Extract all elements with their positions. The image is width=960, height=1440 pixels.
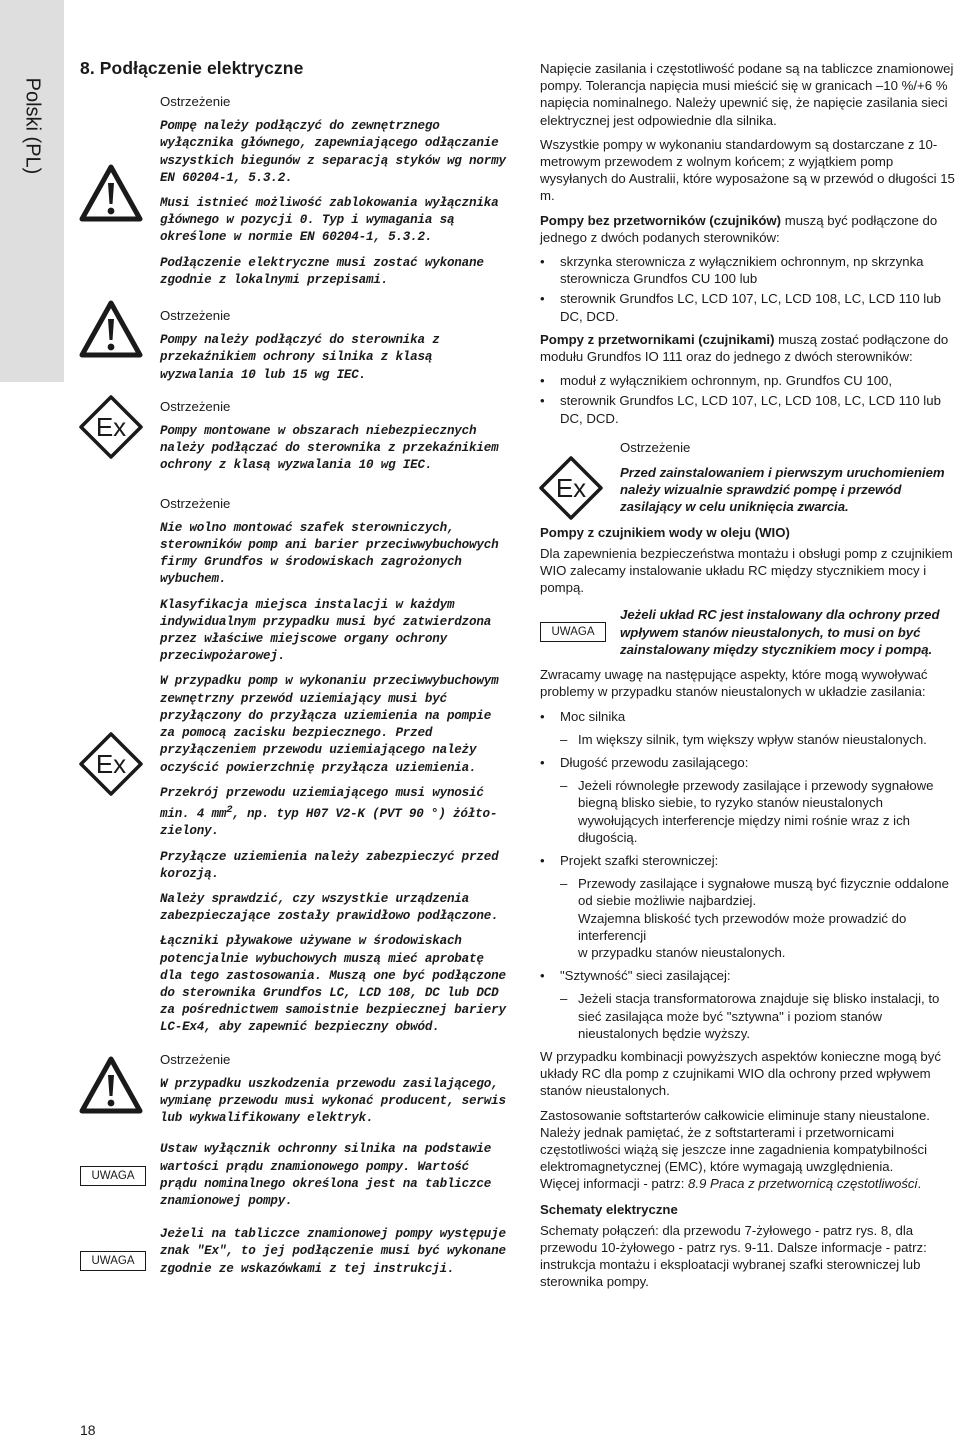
dash-item-continued: w przypadku stanów nieustalonych. <box>578 944 786 960</box>
svg-text:Ex: Ex <box>95 411 127 442</box>
uwaga-badge: UWAGA <box>540 622 606 642</box>
svg-text:Ex: Ex <box>95 748 127 779</box>
warning-block-5 <box>80 1051 510 1128</box>
warning-heading: Ostrzeżenie <box>160 94 231 109</box>
list-item: • sterownik Grundfos LC, LCD 107, LC, LCD 108, LC, LCD 110 lub DC, DCD. <box>540 392 960 426</box>
page-number: 18 <box>80 1422 96 1438</box>
warning-text: W przypadku pomp w wykonaniu przeciwwybuchowym zewnętrzny przewód uziemiający musi być przyłączony do przyłącza uziemienia na pompie za pomocą zacisku bezpiecznego. Przed przyłączeniem przewodu uziemiającego należy oczyścić powierzchnię przyłącza uziemienia. <box>160 674 499 775</box>
warning-block-3 <box>80 398 510 475</box>
uwaga-badge: UWAGA <box>80 1251 146 1271</box>
warning-heading: Ostrzeżenie <box>160 308 231 324</box>
subheading-wio: Pompy z czujnikiem wody w oleju (WIO) <box>540 524 790 540</box>
left-column <box>80 58 510 1286</box>
right-column <box>540 60 960 1298</box>
section-title: 8. Podłączenie elektryczne <box>80 58 304 78</box>
warning-triangle-icon <box>78 1055 144 1115</box>
warning-triangle-icon <box>78 299 144 359</box>
warning-heading: Ostrzeżenie <box>160 1051 231 1067</box>
paragraph: Wszystkie pompy w wykonaniu standardowym są dostarczane z 10-metrowym przewodem z wolnym końcem; z wyjątkiem pomp wysyłanych do Australii, które wyposażone są w przewód o długości 15 m. <box>540 136 955 204</box>
warning-triangle-icon <box>78 163 144 223</box>
ex-icon <box>538 455 604 521</box>
list-item: • Projekt szafki sterowniczej: <box>540 852 960 869</box>
warning-text: Przekrój przewodu uziemiającego musi wynosić min. 4 $mm^2$, np. typ H07 V2-K (PVT 90 °) żółto-zielony. <box>160 785 498 839</box>
warning-text: Pompy należy podłączyć do sterownika z przekaźnikiem ochrony silnika z klasą wyzwalania 10 lub 15 wg IEC. <box>160 333 440 382</box>
warning-text: Przed zainstalowaniem i pierwszym uruchomieniem należy wizualnie sprawdzić pompę i przewód zasilający w celu uniknięcia zwarcia. <box>620 465 945 515</box>
cross-reference-link[interactable]: 8.9 Praca z przetwornicą częstotliwości <box>688 1176 918 1192</box>
ex-icon <box>78 731 144 797</box>
warning-heading: Ostrzeżenie <box>620 439 691 455</box>
uwaga-badge: UWAGA <box>80 1166 146 1186</box>
svg-text:Ex: Ex <box>555 472 587 503</box>
warning-text: Należy sprawdzić, czy wszystkie urządzenia zabezpieczające zostały prawidłowo podłączone. <box>160 891 499 924</box>
list-item: • skrzynka sterownicza z wyłącznikiem ochronnym, np skrzynka sterownicza Grundfos CU 100 lub <box>540 253 960 287</box>
notice-text: Jeżeli na tabliczce znamionowej pompy występuje znak "Ex", to jej podłączenie musi być wykonane zgodnie ze wskazówkami z tej instrukcji. <box>160 1227 506 1276</box>
bullet-list <box>540 754 960 771</box>
language-tab-label: Polski (PL) <box>21 77 44 175</box>
paragraph: Zastosowanie softstarterów całkowicie eliminuje stany nieustalone. Należy jednak pamiętać, że z softstarterami i przetwornicami częstotliwości wiążą się jeszcze inne zagadnienia kompatybilności elektromagnetycznej (EMC), które wymagają uwzględnienia. <box>540 1107 930 1175</box>
dash-item-continued: Wzajemna bliskość tych przewodów może prowadzić do interferencji <box>578 910 907 943</box>
warning-block-1 <box>80 93 510 289</box>
warning-text: Nie wolno montować szafek sterowniczych, sterowników pomp ani barier przeciwwybuchowych firmy Grundfos w środowiskach zagrożonych wybuchem. <box>160 520 499 587</box>
subheading-schematics: Schematy elektryczne <box>540 1201 678 1217</box>
warning-heading: Ostrzeżenie <box>160 495 231 511</box>
warning-text: Musi istnieć możliwość zablokowania wyłącznika głównego w pozycji 0. Typ i wymagania są określone w normie EN 60204-1, 5.3.2. <box>160 196 499 245</box>
warning-text: Pompę należy podłączyć do zewnętrznego wyłącznika głównego, zapewniającego odłączanie wszystkich biegunów z separacją styków wg normy EN 60204-1, 5.3.2. <box>160 119 506 185</box>
list-item: • sterownik Grundfos LC, LCD 107, LC, LCD 108, LC, LCD 110 lub DC, DCD. <box>540 290 960 324</box>
warning-text: Łączniki pływakowe używane w środowiskach potencjalnie wybuchowych muszą mieć aprobatę dla tego zastosowania. Muszą one być podłączone do sterownika Grundfos LC, LCD 108, DC lub DCD za pośrednictwem samoistnie bezpiecznej bariery LC-Ex4, aby zapewnić bezpieczny obwód. <box>160 934 506 1035</box>
bullet-list <box>540 253 960 325</box>
ex-icon <box>78 394 144 460</box>
bullet-list <box>540 852 960 869</box>
paragraph: Pompy z przetwornikami (czujnikami) muszą zostać podłączone do modułu Grundfos IO 111 oraz do jednego z dwóch sterowników: <box>540 331 949 365</box>
warning-text: W przypadku uszkodzenia przewodu zasilającego, wymianę przewodu musi wykonać producent, serwis lub wykwalifikowany elektryk. <box>160 1076 506 1126</box>
list-item: • Długość przewodu zasilającego: <box>540 754 960 771</box>
notice-text: Ustaw wyłącznik ochronny silnika na podstawie wartości prądu znamionowego pompy. Wartość prądu nominalnego określona jest na tabliczce znamionowej pompy. <box>160 1142 492 1208</box>
warning-text: Przyłącze uziemienia należy zabezpieczyć przed korozją. <box>160 849 499 881</box>
warning-block-4 <box>80 495 510 1037</box>
bullet-list <box>540 708 960 725</box>
list-item: • "Sztywność" sieci zasilającej: <box>540 967 960 984</box>
warning-text: Pompy montowane w obszarach niebezpiecznych należy podłączać do sterownika z przekaźnikiem ochrony z klasą wyzwalania 10 wg IEC. <box>160 424 499 473</box>
dash-item: – Im większy silnik, tym większy wpływ stanów nieustalonych. <box>560 731 927 747</box>
paragraph: Pompy bez przetworników (czujników) muszą być podłączone do jednego z dwóch podanych sterowników: <box>540 212 938 245</box>
warning-heading: Ostrzeżenie <box>160 398 231 414</box>
paragraph: Dla zapewnienia bezpieczeństwa montażu i obsługi pomp z czujnikiem WIO zalecamy instalowanie układu RC między stycznikiem mocy i pompą. <box>540 545 953 596</box>
paragraph: Zwracamy uwagę na następujące aspekty, które mogą wywoływać problemy w przypadku stanów nieustalonych w układzie zasilania: <box>540 667 928 700</box>
paragraph: W przypadku kombinacji powyższych aspektów konieczne mogą być układy RC dla pomp z czujnikami WIO dla ochrony przed wpływem stanów nieustalonych. <box>540 1048 941 1099</box>
list-item: • Moc silnika <box>540 708 960 725</box>
paragraph: Schematy połączeń: dla przewodu 7-żyłowego - patrz rys. 8, dla przewodu 10-żyłowego - patrz rys. 9-11. Dalsze informacje - patrz: instrukcja montażu i eksploatacji wybranej szafki sterowniczej lub sterownika pompy. <box>540 1222 927 1290</box>
warning-block-2 <box>80 307 510 384</box>
warning-text: Podłączenie elektryczne musi zostać wykonane zgodnie z lokalnymi przepisami. <box>160 255 484 287</box>
warning-text: Klasyfikacja miejsca instalacji w każdym indywidualnym przypadku musi być zatwierdzona przez właściwe miejscowe organy ochrony przeciwpożarowej. <box>160 597 492 664</box>
warning-block-6 <box>540 439 960 516</box>
notice-text: Jeżeli układ RC jest instalowany dla ochrony przed wpływem stanów nieustalonych, to musi on być zainstalowany między stycznikiem mocy i pompą. <box>620 607 940 657</box>
paragraph: Napięcie zasilania i częstotliwość podane są na tabliczce znamionowej pompy. Tolerancja napięcia musi mieścić się w granicach –10 %/+6 % napięcia nominalnego. Należy upewnić się, że napięcie zasilania sieci elektrycznej jest odpowiednie dla silnika. <box>540 61 954 128</box>
language-side-tab <box>0 0 64 382</box>
bullet-list <box>540 967 960 984</box>
notice-block-2 <box>80 1226 510 1278</box>
list-item: • moduł z wyłącznikiem ochronnym, np. Grundfos CU 100, <box>540 372 960 389</box>
dash-item: – Jeżeli równoległe przewody zasilające i przewody sygnałowe biegną blisko siebie, to ryzyko stanów nieustalonych wywołujących interferencje między nimi rośnie wraz z ich długością. <box>560 778 934 845</box>
paragraph: Więcej informacji - patrz: 8.9 Praca z przetwornicą częstotliwości. <box>540 1176 922 1192</box>
bullet-list <box>540 372 960 427</box>
dash-item: – Jeżeli stacja transformatorowa znajduje się blisko instalacji, to sieć zasilająca może być "sztywna" i poziom stanów nieustalonych będzie wyższy. <box>560 991 940 1041</box>
notice-block-1 <box>80 1141 510 1210</box>
dash-item: – Przewody zasilające i sygnałowe muszą być fizycznie oddalone od siebie możliwie najbardziej. <box>560 876 949 909</box>
notice-block-3 <box>540 606 960 658</box>
